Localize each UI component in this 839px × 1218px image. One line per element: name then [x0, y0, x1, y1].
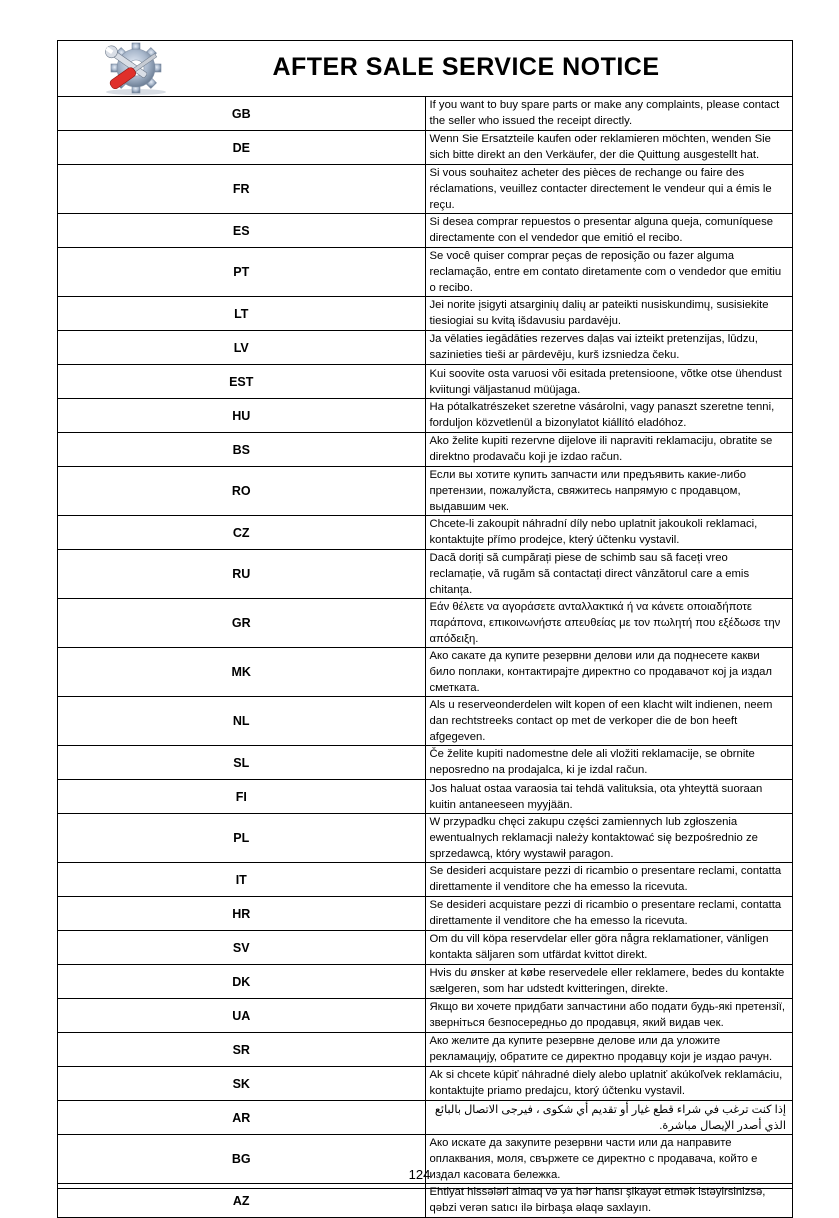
notice-text: Если вы хотите купить запчасти или предъявить какие-либо претензии, пожалуйста, свяжитесь напрямую с продавцом, выдавшим чек.	[425, 467, 793, 516]
language-row-nl	[58, 697, 793, 746]
language-code: MK	[58, 648, 426, 697]
notice-text: Als u reserveonderdelen wilt kopen of een klacht wilt indienen, neem dan rechtstreeks contact op met de verkoper die de bon heeft afgegeven.	[425, 697, 793, 746]
notice-text: Ako želite kupiti rezervne dijelove ili napraviti reklamaciju, obratite se direktno prodavaču koji je izdao račun.	[425, 433, 793, 467]
language-row-ua	[58, 999, 793, 1033]
notice-text: If you want to buy spare parts or make any complaints, please contact the seller who issued the receipt directly.	[425, 97, 793, 131]
language-row-fi	[58, 780, 793, 814]
language-row-mk	[58, 648, 793, 697]
language-code: NL	[58, 697, 426, 746]
notice-text: Če želite kupiti nadomestne dele ali vložiti reklamacije, se obrnite neposredno na prodajalca, ki je izdal račun.	[425, 746, 793, 780]
language-row-pl	[58, 814, 793, 863]
after-sale-notice-table	[57, 40, 793, 1218]
language-row-hu	[58, 399, 793, 433]
language-code: SL	[58, 746, 426, 780]
language-code: GR	[58, 599, 426, 648]
language-code: SK	[58, 1067, 426, 1101]
language-row-est	[58, 365, 793, 399]
language-row-pt	[58, 248, 793, 297]
language-row-dk	[58, 965, 793, 999]
language-row-ru	[58, 550, 793, 599]
language-code: BG	[58, 1135, 426, 1184]
language-code: AR	[58, 1101, 426, 1135]
notice-text: Se desideri acquistare pezzi di ricambio o presentare reclami, contatta direttamente il venditore che ha emesso la ricevuta.	[425, 863, 793, 897]
page-number: 124	[408, 1167, 431, 1182]
language-row-lt	[58, 297, 793, 331]
notice-text: Ak si chcete kúpiť náhradné diely alebo uplatniť akúkoľvek reklamáciu, kontaktujte priamo predajcu, ktorý účtenku vystavil.	[425, 1067, 793, 1101]
language-row-es	[58, 214, 793, 248]
notice-text: Ja vēlaties iegādāties rezerves daļas vai izteikt pretenzijas, lūdzu, sazinieties tieši ar pārdevēju, kurš izsniedza čeku.	[425, 331, 793, 365]
notice-text: Ако сакате да купите резервни делови или да поднесете какви било поплаки, контактирајте директно со продавачот кој ја издал сметката.	[425, 648, 793, 697]
language-row-bs	[58, 433, 793, 467]
language-row-sr	[58, 1033, 793, 1067]
language-code: LV	[58, 331, 426, 365]
language-code: ES	[58, 214, 426, 248]
language-row-fr	[58, 165, 793, 214]
header-cell	[58, 41, 793, 97]
language-row-ar	[58, 1101, 793, 1135]
notice-text: Ако искате да закупите резервни части или да направите оплаквания, моля, свържете се директно с продавача, който е издал касовата бележка.	[425, 1135, 793, 1184]
notice-text: Wenn Sie Ersatzteile kaufen oder reklamieren möchten, wenden Sie sich bitte direkt an den Verkäufer, der die Quittung ausgestellt hat.	[425, 131, 793, 165]
notice-text: Jei norite įsigyti atsarginių dalių ar pateikti nusiskundimų, susisiekite tiesiogiai su kvitą išdavusiu pardavėju.	[425, 297, 793, 331]
language-row-de	[58, 131, 793, 165]
language-code: UA	[58, 999, 426, 1033]
language-code: PL	[58, 814, 426, 863]
language-row-sl	[58, 746, 793, 780]
language-code: GB	[58, 97, 426, 131]
language-code: RO	[58, 467, 426, 516]
language-code: AZ	[58, 1184, 426, 1218]
language-code: RU	[58, 550, 426, 599]
language-code: HU	[58, 399, 426, 433]
language-code: BS	[58, 433, 426, 467]
notice-text: Se você quiser comprar peças de reposição ou fazer alguma reclamação, entre em contato diretamente com o vendedor que emitiu o recibo.	[425, 248, 793, 297]
notice-text: Εάν θέλετε να αγοράσετε ανταλλακτικά ή να κάνετε οποιαδήποτε παράπονα, επικοινωνήστε απευθείας με τον πωλητή που εξέδωσε την απόδειξη.	[425, 599, 793, 648]
page-title: AFTER SALE SERVICE NOTICE	[272, 53, 660, 81]
header-row	[58, 41, 793, 97]
language-code: IT	[58, 863, 426, 897]
language-row-sk	[58, 1067, 793, 1101]
notice-text: Jos haluat ostaa varaosia tai tehdä valituksia, ota yhteyttä suoraan kuitin antaneeseen myyjään.	[425, 780, 793, 814]
notice-text: Kui soovite osta varuosi või esitada pretensioone, võtke otse ühendust kviitungi väljastanud müüjaga.	[425, 365, 793, 399]
language-code: PT	[58, 248, 426, 297]
footer-rule	[57, 1188, 793, 1189]
gear-wrench-screwdriver-icon	[98, 42, 174, 96]
language-code: LT	[58, 297, 426, 331]
language-row-it	[58, 863, 793, 897]
notice-text: Si desea comprar repuestos o presentar alguna queja, comuníquese directamente con el vendedor que emitió el recibo.	[425, 214, 793, 248]
language-code: SV	[58, 931, 426, 965]
language-row-hr	[58, 897, 793, 931]
notice-text: Ehtiyat hissələri almaq və ya hər hansı şikayət etmək istəyirsinizsə, qəbzi verən satıcı ilə birbaşa əlaqə saxlayın.	[425, 1184, 793, 1218]
language-code: EST	[58, 365, 426, 399]
language-row-cz	[58, 516, 793, 550]
notice-text: Si vous souhaitez acheter des pièces de rechange ou faire des réclamations, veuillez contacter directement le vendeur qui a émis le reçu.	[425, 165, 793, 214]
notice-text: Hvis du ønsker at købe reservedele eller reklamere, bedes du kontakte sælgeren, som har udstedt kvitteringen, direkte.	[425, 965, 793, 999]
notice-text: Om du vill köpa reservdelar eller göra några reklamationer, vänligen kontakta säljaren som utfärdat kvittot direkt.	[425, 931, 793, 965]
language-row-ro	[58, 467, 793, 516]
language-row-lv	[58, 331, 793, 365]
notice-text: Ha pótalkatrészeket szeretne vásárolni, vagy panaszt szeretne tenni, forduljon közvetlenül a bizonylatot kiállító eladóhoz.	[425, 399, 793, 433]
language-row-gr	[58, 599, 793, 648]
language-code: DE	[58, 131, 426, 165]
language-row-sv	[58, 931, 793, 965]
notice-text: Chcete-li zakoupit náhradní díly nebo uplatnit jakoukoli reklamaci, kontaktujte přímo prodejce, který účtenku vystavil.	[425, 516, 793, 550]
notice-text: Ако желите да купите резервне делове или да уложите рекламацију, обратите се директно продавцу који је издао рачун.	[425, 1033, 793, 1067]
notice-text: Dacă doriți să cumpărați piese de schimb sau să faceți vreo reclamație, vă rugăm să contactați direct vânzătorul care a emis chitanța.	[425, 550, 793, 599]
notice-text: Se desideri acquistare pezzi di ricambio o presentare reclami, contatta direttamente il venditore che ha emesso la ricevuta.	[425, 897, 793, 931]
notice-text: W przypadku chęci zakupu części zamiennych lub zgłoszenia ewentualnych reklamacji należy kontaktować się bezpośrednio ze sprzedawcą, który wystawił paragon.	[425, 814, 793, 863]
notice-text: إذا كنت ترغب في شراء قطع غيار أو تقديم أي شكوى ، فيرجى الاتصال بالبائع الذي أصدر الإيصال مباشرة.	[425, 1101, 793, 1135]
language-code: CZ	[58, 516, 426, 550]
language-code: SR	[58, 1033, 426, 1067]
language-code: DK	[58, 965, 426, 999]
notice-text: Якщо ви хочете придбати запчастини або подати будь-які претензії, зверніться безпосередньо до продавця, який видав чек.	[425, 999, 793, 1033]
language-code: FI	[58, 780, 426, 814]
language-code: FR	[58, 165, 426, 214]
language-code: HR	[58, 897, 426, 931]
language-row-gb	[58, 97, 793, 131]
